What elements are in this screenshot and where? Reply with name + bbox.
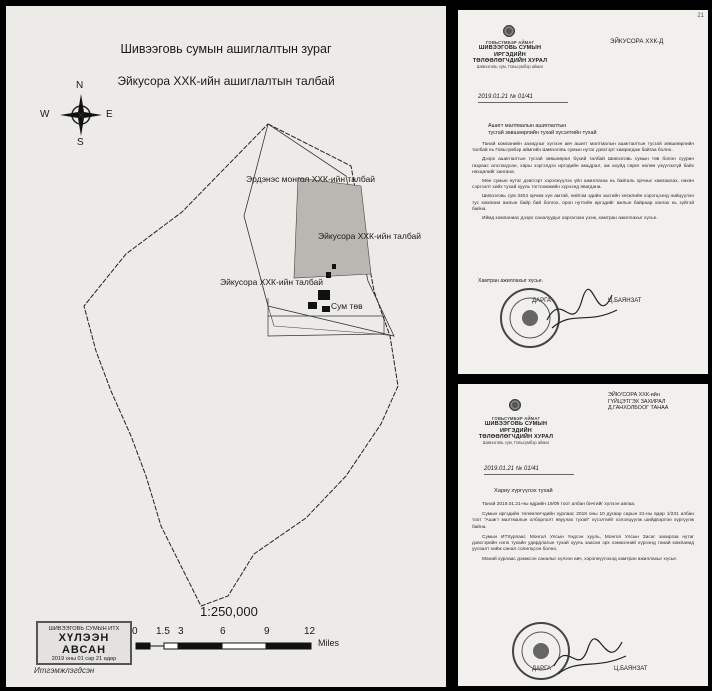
compass-west-label: W — [40, 109, 50, 120]
erdenes-area-label: Эрдэнэс монгол ХХК-ийн талбай — [246, 174, 376, 184]
letter1-para-2: Дээрх ашиглалтын тусгай зөвшөөрөл бүхий талбай Шивээговь сумын төв болон суурин газраас алслагдсан, хөрш зэргэлдээ иргэдийн амьдрал, аж ахуйд сөрөг нөлөө үзүүлэхгүй байх нөхцөлийг хангана. — [472, 157, 694, 175]
corner-note-line-1: ЭЙКУСОРА ХХК-ийн — [608, 392, 660, 398]
letter2-header-line-2: ШИВЭЭГОВЬ СУМЫН ИРГЭДИЙН — [484, 421, 548, 434]
corner-note-line-2: ГҮЙЦЭТГЭХ ЗАХИРАЛ — [608, 398, 666, 405]
compass-north-label: N — [76, 80, 84, 91]
letter1-sign-label: ДАРГА — [532, 298, 551, 304]
stamp-line-3: 2019 оны 01 сар 21 өдөр — [51, 656, 117, 662]
letter2-signature — [550, 630, 630, 682]
state-emblem-icon — [508, 398, 522, 412]
scale-tick-0: 0 — [132, 626, 138, 637]
letter1-header-line-3: ТӨЛӨӨЛӨГЧДИЙН ХУРАЛ — [472, 58, 548, 64]
map-document-page — [6, 6, 446, 687]
letter1-date: 2019.01.21 № 01/41 — [478, 94, 533, 100]
letter2-para-3: Сумын ИТХурлаас Монгол Улсын Үндсэн хууль, Монгол Улсын Засаг захиргаа нутаг дэвсгэрийн нэгж тухайн удирдлагын тухай хууль заасан эрх хэмжээний хүрээнд танай компанид уулзалт хийж санал солилцсон болно. — [472, 534, 694, 553]
letter1-address: Шивээговь сум, Говьсүмбэр аймаг — [476, 64, 544, 69]
scale-tick-2: 3 — [178, 626, 184, 637]
map-drawing — [6, 6, 446, 687]
scale-tick-5: 12 — [304, 626, 316, 637]
letter1-header-line-2: ШИВЭЭГОВЬ СУМЫН ИРГЭДИЙН — [478, 45, 542, 58]
letter-page-2 — [458, 384, 708, 686]
scale-unit: Miles — [318, 638, 340, 648]
letter1-header — [472, 40, 548, 65]
received-stamp — [36, 621, 132, 665]
letter1-para-1: Танай компанийн захидлыг хүлээн авч ашигт малтмалын ашиглалтын тусгай зөвшөөрлийн талбай нь Говьсүмбэр аймгийн Шивээговь сумын нутаг дэвсгэрт хамрагдаж байгаа болно. — [472, 142, 694, 154]
letter1-subject-1: Ашигт малтмалын ашиглалтын — [488, 123, 567, 129]
letter1-para-5: Иймд компаниас дээрх саналуудыг харгалзан үзэж, хамтран ажиллахыг хүсье. — [482, 216, 658, 222]
letter2-date: 2019.01.21 № 01/41 — [484, 466, 539, 472]
letter2-subject: Хариу хүргүүлэх тухай — [494, 488, 553, 494]
stamp-line-1: ШИВЭЭГОВЬ СУМЫН ИТХ — [48, 626, 120, 632]
letter1-recipient: ЭЙКУСОРА ХХК-Д — [610, 38, 664, 45]
letter2-corner-note — [608, 392, 704, 412]
letter2-para-1: Танай 2019.01.21-ны өдрийн 19/09 тоот албан бичгийг хүлээн авлаа. — [482, 502, 636, 507]
scale-tick-1: 1.5 — [156, 626, 170, 637]
letter2-para-4: Манай хурлаас дэмжсэн саналыг хүлээн авч, хэрэгжүүлэхэд хамтран ажиллахыг хүсье. — [482, 557, 678, 563]
letter1-para-3: Мөн сумын нутаг дэвсгэрт хэрэгжүүлэх үйл ажиллагаа нь байгаль орчныг хамгаалах, нөхөн сэргээлт хийх тухай хууль тогтоомжийн хүрээнд явагдана. — [472, 179, 694, 191]
compass-south-label: S — [77, 137, 84, 148]
letter1-header-line-1: ГОВЬСҮМБЭР АЙМАГ — [485, 40, 535, 45]
letter2-header-line-1: ГОВЬСҮМБЭР АЙМАГ — [491, 416, 541, 421]
letter1-date-underline — [478, 102, 568, 103]
letter1-para-4: Шивээговь сум 3404 орчим хүн амтай, нийгэм эдийн засгийн хөгжлийн хэрэгцээнд нийцүүлэн тус компани ажлын байр бий болгох, орон нутгийн иргэдийг ажлын байраар хангах нь зүйтэй байна. — [472, 194, 694, 212]
scale-tick-3: 6 — [220, 626, 226, 637]
letter2-address: Шивээговь сум, Говьсүмбэр аймаг — [482, 440, 550, 445]
eikusora-area-label-1: Эйкусора ХХК-ийн талбай — [318, 231, 422, 241]
letter1-signature — [542, 280, 622, 340]
map-title: Шивээговь сумын ашиглалтын зураг — [120, 42, 332, 56]
scale-ratio: 1:250,000 — [200, 604, 258, 619]
letter2-sign-label: ДАРГА — [532, 666, 551, 672]
state-emblem-icon — [502, 24, 516, 38]
letter1-closing: Хамтран ажиллахыг хүсье. — [478, 278, 544, 284]
letter1-body — [472, 142, 694, 225]
letter2-header-line-3: ТӨЛӨӨЛӨГЧДИЙН ХУРАЛ — [478, 434, 554, 440]
letter2-para-2: Сумын иргэдийн төлөөлөгчдийн хурлаас 2018 оны 10 дугаар сарын 21-ны өдөр 1/231 албан тоот "Ашигт малтмалын олборлолт явуулах тухай" хүсэлтийг хэлэлцүүлж шийдвэрлэн хүргүүлж байна. — [472, 512, 694, 530]
stamp-line-2: ХҮЛЭЭН АВСАН — [58, 632, 110, 656]
map-subtitle: Эйкусора ХХК-ийн ашиглалтын талбай — [117, 74, 335, 88]
letter-page-1 — [458, 10, 708, 374]
letter2-body — [472, 502, 694, 568]
scale-tick-4: 9 — [264, 626, 270, 637]
eikusora-license-block — [294, 178, 371, 278]
scale-bar — [136, 643, 311, 649]
letter1-subject-2: тусгай зөвшөөрлийн тухай хүсэлтийн тухай — [488, 130, 597, 136]
letter2-header — [476, 416, 556, 441]
stamp-signature-note: Итгэмжлэгдсэн — [34, 666, 95, 675]
corner-note-line-3: Д.ГАНХОЛБООГ ТАНАА — [608, 405, 669, 412]
letter2-sign-name: Ц.БАЯНЗАТ — [614, 666, 648, 672]
letter2-date-underline — [484, 474, 574, 475]
eikusora-area-label-2: Эйкусора ХХК-ийн талбай — [220, 277, 324, 287]
sum-center-label: Сум төв — [331, 301, 363, 311]
letter1-sign-name: Ц.БАЯНЗАТ — [608, 298, 642, 304]
page-number: 21 — [697, 13, 704, 19]
compass-east-label: E — [106, 109, 113, 120]
